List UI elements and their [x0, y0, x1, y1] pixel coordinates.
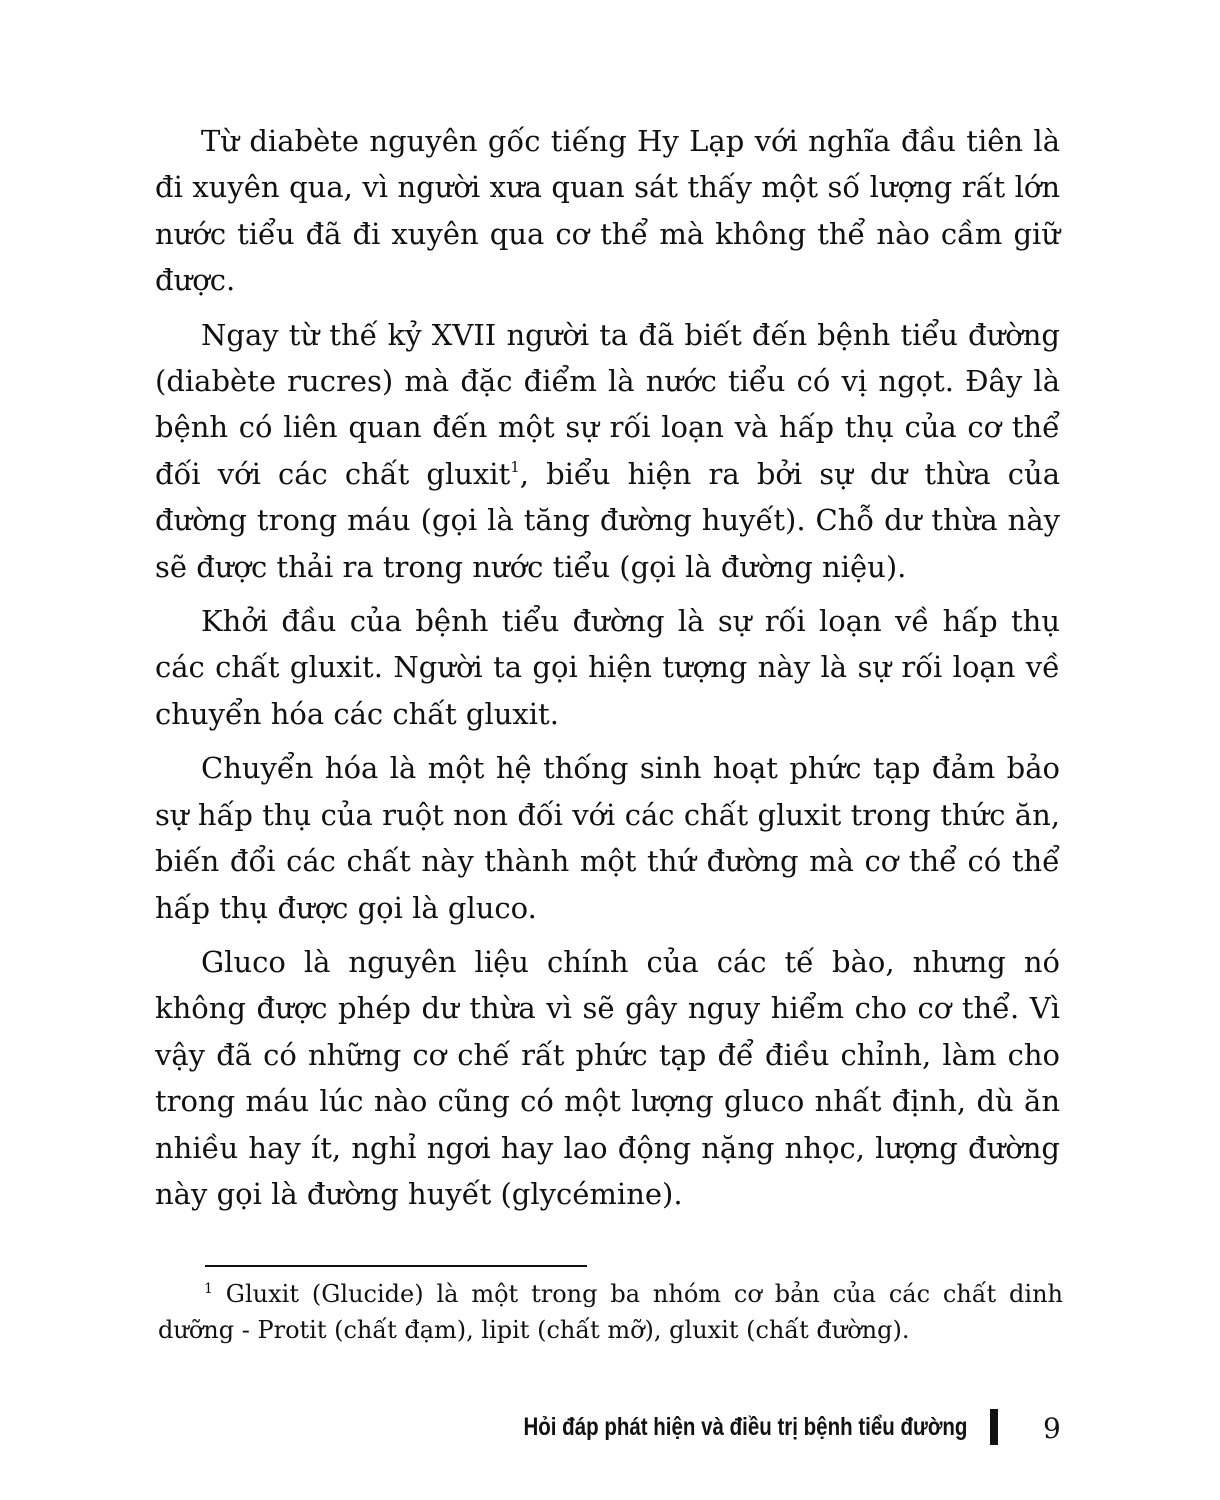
paragraph-1: Từ diabète nguyên gốc tiếng Hy Lạp với nghĩa đầu tiên là đi xuyên qua, vì người xưa quan sát thấy một số lượng rất lớn nước tiểu đã đi xuyên qua cơ thể mà không thể nào cầm giữ được.: [155, 124, 1060, 298]
paragraph-5: Gluco là nguyên liệu chính của các tế bào, nhưng nó không được phép dư thừa vì sẽ gây nguy hiểm cho cơ thể. Vì vậy đã có những cơ chế rất phức tạp để điều chỉnh, làm cho trong máu lúc nào cũng có một lượng gluco nhất định, dù ăn nhiều hay ít, nghỉ ngơi hay lao động nặng nhọc, lượng đường này gọi là đường huyết (glycémine).: [155, 944, 1060, 1211]
paragraph-2: [155, 312, 1060, 590]
paragraph-3: Khởi đầu của bệnh tiểu đường là sự rối loạn về hấp thụ các chất gluxit. Người ta gọi hiện tượng này là sự rối loạn về chuyển hóa các chất gluxit.: [155, 604, 1060, 731]
running-footer-title: Hỏi đáp phát hiện và điều trị bệnh tiểu đường: [523, 1413, 967, 1441]
footnote-text: Gluxit (Glucide) là một trong ba nhóm cơ bản của các chất dinh dưỡng - Protit (chất đạm), lipit (chất mỡ), gluxit (chất đường).: [158, 1280, 1063, 1344]
paragraph-2-before-note: Ngay từ thế kỷ XVII người ta đã biết đến bệnh tiểu đường (diabète rucres) mà đặc điểm là nước tiểu có vị ngọt. Đây là bệnh có liên quan đến một sự rối loạn và hấp thụ của cơ thể đối với các chất gluxit: [155, 317, 1060, 491]
footnote-reference: 1: [510, 457, 520, 476]
body-text: [155, 118, 1060, 1225]
footnote-divider: [205, 1265, 587, 1267]
footnote-number: 1: [204, 1281, 213, 1297]
page-number: 9: [1043, 1412, 1061, 1445]
footnote: [158, 1276, 1063, 1348]
footer-separator-bar: [990, 1409, 998, 1445]
paragraph-2-after-note: , biểu hiện ra bởi sự dư thừa của đường trong máu (gọi là tăng đường huyết). Chỗ dư thừa này sẽ được thải ra trong nước tiểu (gọi là đường niệu).: [155, 456, 1060, 584]
paragraph-4: Chuyển hóa là một hệ thống sinh hoạt phức tạp đảm bảo sự hấp thụ của ruột non đối với các chất gluxit trong thức ăn, biến đổi các chất này thành một thứ đường mà cơ thể có thể hấp thụ được gọi là gluco.: [155, 751, 1060, 925]
